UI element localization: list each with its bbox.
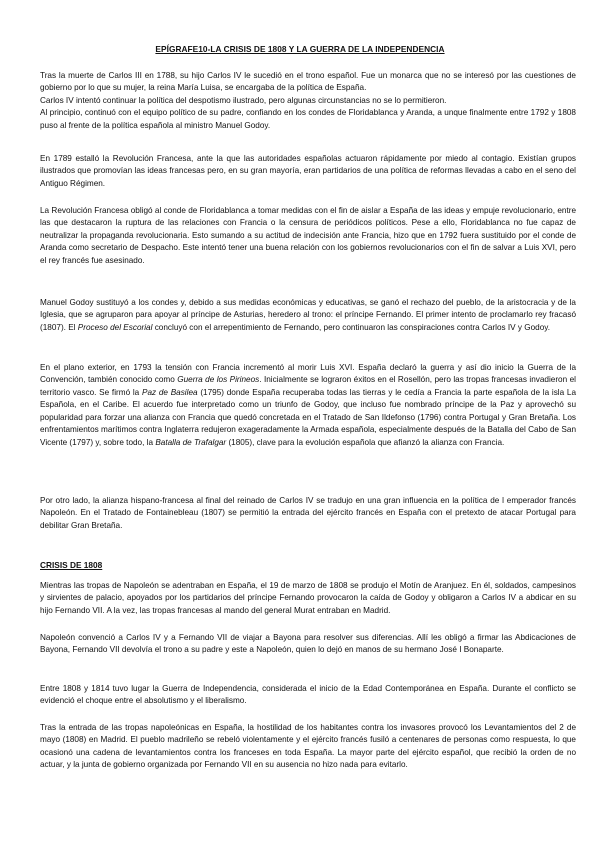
paragraph-plano-exterior [40, 362, 576, 449]
paragraph-intro-text-2: Carlos IV intentó continuar la política del despotismo ilustrado, pero algunas circunstancias no se lo permitieron. [40, 95, 447, 105]
paragraph-motin-aranjuez: Mientras las tropas de Napoleón se adentraban en España, el 19 de marzo de 1808 se produjo el Motín de Aranjuez. En él, soldados, campesinos y sirvientes de palacio, apoyados por los partidarios del príncipe Fernando provocaron la caída de Godoy y obligaron a Carlos IV a abdicar en su hijo Fernando VII. A la vez, las tropas francesas al mando del general Murat entraban en Madrid. [40, 581, 576, 615]
paragraph-bayona: Napoleón convenció a Carlos IV y a Fernando VII de viajar a Bayona para resolver sus diferencias. Allí les obligó a firmar las Abdicaciones de Bayona, Fernando VII devolvía el trono a su padre y este a Napoleón, quien lo dejó en manos de su hermano José I Bonaparte. [40, 633, 576, 655]
batalla-trafalgar-term: Batalla de Trafalgar [155, 437, 227, 447]
guerra-pirineos-term: Guerra de los Pirineos [177, 375, 260, 385]
paragraph-alianza: Por otro lado, la alianza hispano-francesa al final del reinado de Carlos IV se tradujo en una gran influencia en la política de l emperador francés Napoleón. En el Tratado de Fontainebleau (1807) se permitió la entrada del ejército francés en España con el pretexto de atacar Portugal para debilitar Gran Bretaña. [40, 496, 576, 530]
paragraph-godoy-text-1: Manuel Godoy sustituyó a los condes y, debido a sus medidas económicas y educativas, se ganó el rechazo del pueblo, de la aristocracia y de la Iglesia, que se agruparon para apoyar al príncipe de Asturias, heredero al trono: el príncipe Fernando. El primer intento de proclamarlo rey fracasó (1807). El [40, 298, 576, 332]
paragraph-exterior-text-1: En el plano exterior, en 1793 la tensión con Francia incrementó al morir Luis XVI. España declaró la guerra y así dio inicio la Guerra de la Convención, también conocido como [40, 363, 576, 385]
paragraph-godoy [40, 297, 576, 334]
paragraph-godoy-text-2: concluyó con el arrepentimiento de Fernando, pero continuaron las conspiraciones contra Carlos IV y Godoy. [154, 322, 551, 332]
paragraph-exterior-text-2: . Inicialmente se lograron éxitos en el Rosellón, pero las tropas francesas invadieron el territorio vasco. Se firmó la [40, 375, 576, 397]
paragraph-revolucion: En 1789 estalló la Revolución Francesa, ante la que las autoridades españolas actuaron rápidamente por miedo al contagio. Existían grupos ilustrados que promovían las ideas francesas pero, en su gran mayoría, eran partidarios de una política de reformas llevadas a cabo en el seno del Antiguo Régimen. [40, 154, 576, 188]
paragraph-floridablanca: La Revolución Francesa obligó al conde de Floridablanca a tomar medidas con el fin de aislar a España de las ideas y empuje revolucionario, entre las que destacaron la ruptura de las relaciones con Francia o la censura de periódicos políticos. Pese a ello, Floridablanca no fue capaz de neutralizar la propaganda revolucionaria. Esto sumando a su actitud de indecisión ante Francia, hizo que en 1792 fuera sustituido por el conde de Aranda como secretario de Despacho. Este intentó tener una buena relación con los gobiernos revolucionarios con el fin de salvar a Luis XVI, pero el rey francés fue asesinado. [40, 206, 576, 265]
proceso-escorial-term: Proceso del Escorial [77, 322, 153, 332]
paragraph-intro [40, 70, 576, 132]
paragraph-exterior-text-3: (1795) donde España recuperaba todas las tierras y le cedía a Francia la parte española de la isla La Española, en el Caribe. El acuerdo fue interpretado como un triunfo de Godoy, que incluso fue nombrado príncipe de la Paz y aprovechó su popularidad para forzar una alianza con Francia que quedó concretada en el Tratado de San Ildefonso (1796) contra Portugal y Gran Bretaña. Los enfrentamientos marítimos contra Inglaterra redujeron exageradamente la Armada española, especialmente después de la Batalla del Cabo de San Vicente (1797) y, sobre todo, la [40, 387, 577, 447]
section-heading-crisis-1808: CRISIS DE 1808 [40, 560, 103, 570]
paz-basilea-term: Paz de Basilea [142, 387, 198, 397]
paragraph-intro-text-1: Tras la muerte de Carlos III en 1788, su hijo Carlos IV le sucedió en el trono español. Fue un monarca que no se interesó por las cuestiones de gobierno por lo que su mujer, la reina María Luisa, se encargaba de la política de España. [40, 71, 576, 93]
paragraph-guerra-independencia: Entre 1808 y 1814 tuvo lugar la Guerra de Independencia, considerada el inicio de la Edad Contemporánea en España. Durante el conflicto se evidenció el choque entre el absolutismo y el liberalismo. [40, 684, 576, 706]
document-title: EPÍGRAFE10-LA CRISIS DE 1808 Y LA GUERRA DE LA INDEPENDENCIA [155, 44, 445, 54]
paragraph-exterior-text-4: (1805), clave para la evolución española que afianzó la alianza con Francia. [228, 437, 505, 447]
paragraph-intro-text-3: Al principio, continuó con el equipo político de su padre, confiando en los condes de Floridablanca y Aranda, a unque finalmente entre 1792 y 1808 puso al frente de la política española al ministro Manuel Godoy. [40, 108, 576, 130]
paragraph-dos-de-mayo: Tras la entrada de las tropas napoleónicas en España, la hostilidad de los habitantes contra los invasores provocó los Levantamientos del 2 de mayo (1808) en Madrid. El pueblo madrileño se rebeló violentamente y el ejército francés fusiló a centenares de personas como respuesta, lo que ocasionó una cadena de levantamientos contra los franceses en toda España. La mayor parte del ejército español, que recibió la orden de no actuar, y la junta de gobierno organizada por Fernando VII en su ausencia no hizo nada para evitarlo. [40, 723, 576, 770]
